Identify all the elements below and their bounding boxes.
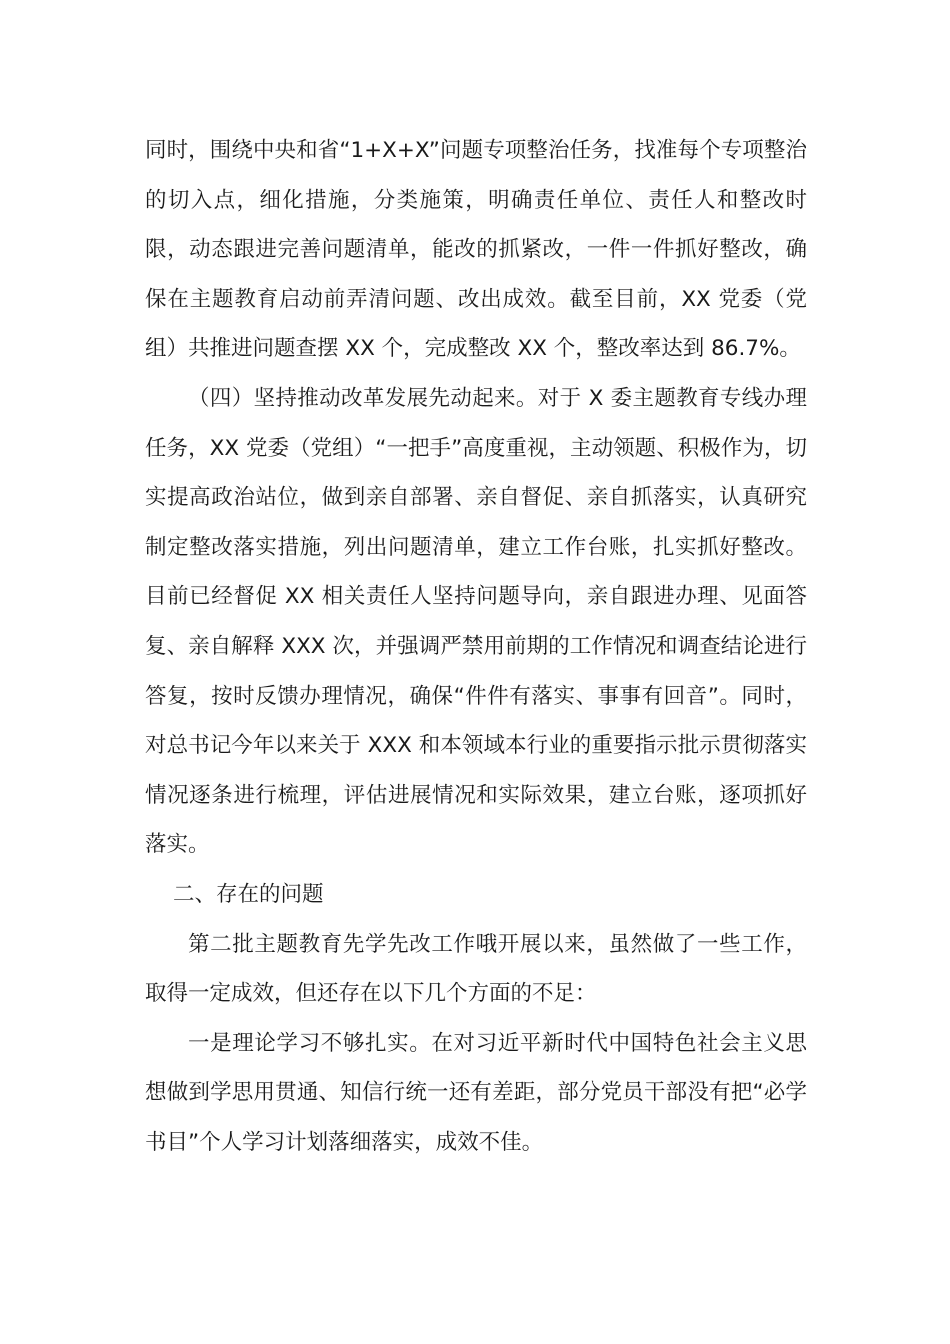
paragraph-reform-development: （四）坚持推动改革发展先动起来。对于 X 委主题教育专线办理任务，XX 党委（党组）“一把手”高度重视，主动领题、积极作为，切实提高政治站位，做到亲自部署、亲自督促、亲自抓落实，认真研究制定整改落实措施，列出问题清单，建立工作台账，扎实抓好整改。目前已经督促 XX 相关责任人坚持问题导向，亲自跟进办理、见面答复、亲自解释 XXX 次，并强调严禁用前期的工作情况和调查结论进行答复，按时反馈办理情况，确保“件件有落实、事事有回音”。同时，对总书记今年以来关于 XXX 和本领域本行业的重要指示批示贯彻落实情况逐条进行梳理，评估进展情况和实际效果，建立台账，逐项抓好落实。 (145, 385, 807, 858)
document-body (145, 126, 807, 1167)
section-heading-existing-problems: 二、存在的问题 (172, 881, 324, 907)
paragraph-shortcomings-intro: 第二批主题教育先学先改工作哦开展以来，虽然做了一些工作，取得一定成效，但还存在以下几个方面的不足： (145, 931, 807, 1007)
paragraph-theory-study: 一是理论学习不够扎实。在对习近平新时代中国特色社会主义思想做到学思用贯通、知信行统一还有差距，部分党员干部没有把“必学书目”个人学习计划落细落实，成效不佳。 (145, 1030, 807, 1155)
paragraph-rectification-progress: 同时，围绕中央和省“1+X+X”问题专项整治任务，找准每个专项整治的切入点，细化措施，分类施策，明确责任单位、责任人和整改时限，动态跟进完善问题清单，能改的抓紧改，一件一件抓好整改，确保在主题教育启动前弄清问题、改出成效。截至目前，XX 党委（党组）共推进问题查摆 XX 个，完成整改 XX 个，整改率达到 86.7%。 (145, 138, 807, 362)
